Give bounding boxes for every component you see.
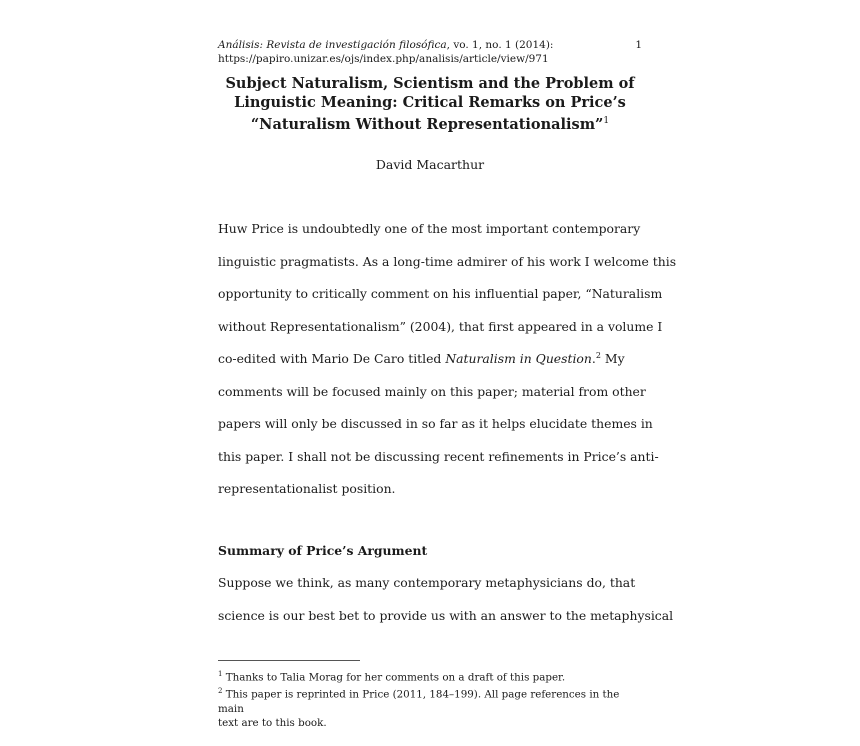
intro-line-5-dot: .	[591, 351, 596, 367]
intro-line-7: papers will only be discussed in so far as it helps elucidate themes in	[218, 416, 653, 431]
section-line-2: science is our best bet to provide us with an answer to the metaphysical	[218, 607, 674, 623]
intro-line-9: representationalist position.	[218, 481, 396, 496]
intro-line-5-post: My	[600, 351, 625, 367]
article-url[interactable]: https://papiro.unizar.es/ojs/index.php/analisis/article/view/971	[218, 53, 549, 65]
title-footnote-mark[interactable]: 1	[603, 116, 610, 126]
footnote-ref-2[interactable]: 2	[595, 351, 601, 360]
title-line-1: Subject Naturalism, Scientism and the Problem of	[225, 75, 635, 92]
intro-line-2: linguistic pragmatists. As a long-time admirer of his work I welcome this	[218, 253, 677, 269]
header-citation-line	[218, 38, 642, 52]
footnote-2-line-1: This paper is reprinted in Price (2011, 184–199). All page references in the main	[218, 688, 620, 715]
intro-line-1: Huw Price is undoubtedly one of the most important contemporary	[218, 221, 641, 236]
intro-line-5-pre: co-edited with Mario De Caro titled	[218, 351, 446, 367]
book-title: Naturalism in Question	[445, 351, 592, 367]
intro-line-6: comments will be focused mainly on this paper; material from other	[218, 383, 646, 399]
footnotes	[218, 667, 642, 730]
title-line-3	[218, 112, 642, 134]
footnote-2-mark: 2	[218, 687, 223, 696]
footnote-2-line-2: text are to this book.	[218, 716, 327, 729]
footnote-divider	[218, 660, 360, 661]
footnote-2	[218, 684, 642, 715]
intro-line-5	[218, 351, 625, 366]
journal-citation: , vo. 1, no. 1 (2014):	[446, 39, 554, 51]
running-header	[218, 38, 642, 66]
section-heading: Summary of Price’s Argument	[218, 543, 428, 558]
section-line-1: Suppose we think, as many contemporary metaphysicians do, that	[218, 575, 636, 590]
intro-line-3: opportunity to critically comment on his influential paper, “Naturalism	[218, 286, 663, 301]
title-line-2: Linguistic Meaning: Critical Remarks on Price’s	[234, 94, 626, 111]
author-name: David Macarthur	[375, 157, 485, 172]
footnote-1	[218, 667, 642, 684]
intro-line-4: without Representationalism” (2004), that first appeared in a volume I	[218, 318, 663, 334]
journal-title: Análisis: Revista de investigación filosófica	[218, 39, 447, 51]
page-number: 1	[635, 39, 642, 51]
article-title	[218, 74, 642, 134]
footnote-1-mark: 1	[218, 670, 223, 678]
footnote-1-text: Thanks to Talia Morag for her comments on a draft of this paper.	[222, 671, 566, 684]
intro-line-8: this paper. I shall not be discussing recent refinements in Price’s anti-	[218, 448, 659, 464]
title-line-3-text: “Naturalism Without Representationalism”	[250, 115, 604, 133]
